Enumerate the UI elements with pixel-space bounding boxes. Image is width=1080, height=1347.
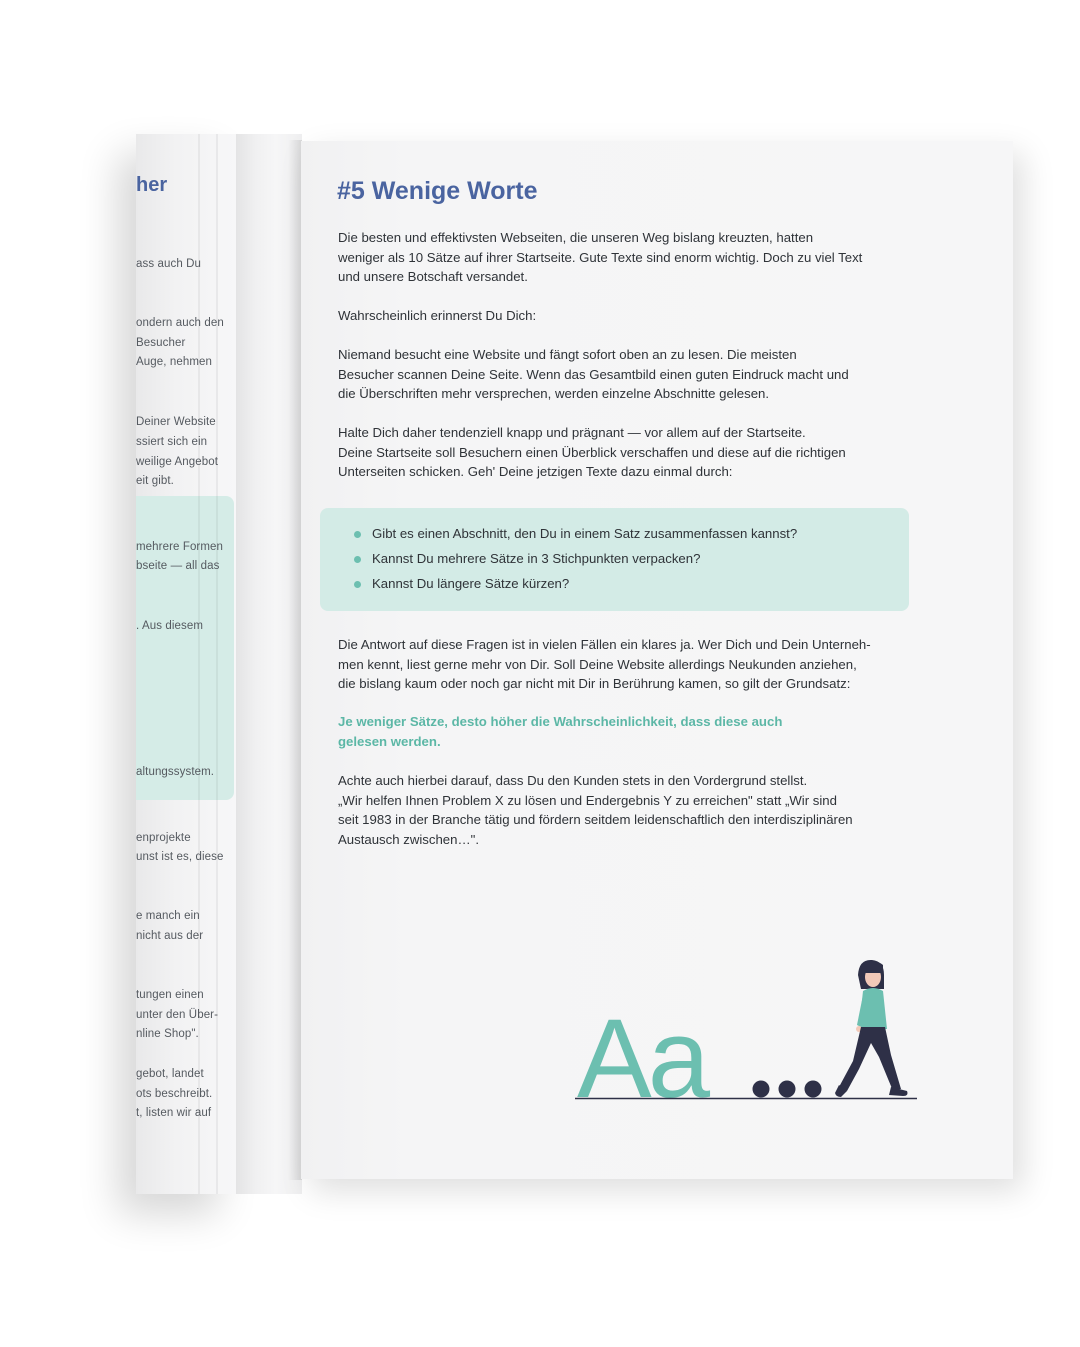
text-line: Halte Dich daher tendenziell knapp und prägnant — vor allem auf der Startseite. (338, 425, 806, 440)
back-page-line: ondern auch den (136, 317, 224, 329)
back-page-line: Besucher (136, 337, 186, 349)
text-line: men kennt, liest gerne mehr von Dir. Soll Deine Website allerdings Neukunden anziehen, (338, 656, 857, 672)
page-title: #5 Wenige Worte (337, 177, 538, 205)
back-page-line: Deiner Website (136, 416, 216, 428)
back-page-line: unter den Über- (136, 1009, 219, 1021)
text-line: Austausch zwischen…". (338, 831, 480, 847)
concise-paragraph (338, 423, 908, 482)
text-line: Je weniger Sätze, desto höher die Wahrscheinlichkeit, dass diese auch (338, 714, 783, 729)
principle-statement (338, 712, 908, 751)
back-page-line: altungssystem. (136, 766, 215, 778)
text-line: und unsere Botschaft versandet. (338, 269, 528, 284)
bullet-dot-icon (354, 531, 361, 538)
customer-paragraph (338, 771, 908, 849)
text-line: seit 1983 in der Branche tätig und fördern seitdem leidenschaftlich den interdisziplinären (338, 812, 853, 827)
text-line: Unterseiten schicken. Geh' Deine jetzigen Texte dazu einmal durch: (338, 464, 733, 479)
text-line: gelesen werden. (338, 733, 441, 749)
text-line: weniger als 10 Sätze auf ihrer Startseite. Gute Texte sind enorm wichtig. Doch zu viel Text (338, 249, 863, 265)
back-page-line: nline Shop". (136, 1028, 199, 1040)
answer-paragraph (338, 635, 908, 694)
back-page-line: unst ist es, diese (136, 851, 224, 863)
back-page-line: e manch ein (136, 910, 200, 922)
back-page (136, 134, 236, 1194)
back-page-line: weilige Angebot (136, 456, 219, 468)
text-line: „Wir helfen Ihnen Problem X zu lösen und Endergebnis Y zu erreichen" statt „Wir sind (338, 792, 837, 808)
questions-list (354, 524, 797, 599)
back-page-line: gebot, landet (136, 1068, 204, 1080)
list-item: Kannst Du längere Sätze kürzen? (354, 574, 797, 599)
back-page-line: ssiert sich ein (136, 436, 208, 448)
text-line: Achte auch hierbei darauf, dass Du den Kunden stets in den Vordergrund stellst. (338, 773, 808, 788)
back-page-line: Auge, nehmen (136, 356, 213, 368)
questions-box (320, 508, 909, 611)
back-page-line: . Aus diesem (136, 620, 204, 632)
list-item: Gibt es einen Abschnitt, den Du in einem Satz zusammenfassen kannst? (354, 524, 797, 549)
woman-figure-icon (835, 960, 908, 1097)
back-page-title: her (136, 174, 168, 196)
text-line: Wahrscheinlich erinnerst Du Dich: (338, 308, 537, 323)
text-line: Deine Startseite soll Besuchern einen Überblick verschaffen und diese auf die richtigen (338, 444, 846, 460)
back-page-line: t, listen wir auf (136, 1107, 212, 1119)
ellipsis-dot-icon (805, 1081, 822, 1098)
scan-paragraph (338, 345, 908, 404)
spine-shadow (288, 140, 302, 1180)
text-line: Die besten und effektivsten Webseiten, die unseren Weg bislang kreuzten, hatten (338, 230, 814, 245)
back-page-line: enprojekte (136, 832, 191, 844)
list-item: Kannst Du mehrere Sätze in 3 Stichpunkten verpacken? (354, 549, 797, 574)
text-line: die bislang kaum oder noch gar nicht mit Dir in Berührung kamen, so gilt der Grundsatz: (338, 676, 851, 691)
front-page (301, 141, 1013, 1179)
back-page-line: tungen einen (136, 989, 204, 1001)
back-page-line: ass auch Du (136, 258, 202, 270)
text-line: die Überschriften mehr versprechen, werden einzelne Abschnitte gelesen. (338, 386, 770, 401)
back-page-line: ots beschreibt. (136, 1088, 213, 1100)
walking-woman-illustration (571, 951, 931, 1111)
intro-paragraph (338, 228, 908, 287)
text-line: Niemand besucht eine Website und fängt sofort oben an zu lesen. Die meisten (338, 347, 797, 362)
back-page-line: eit gibt. (136, 475, 174, 487)
text-line: Die Antwort auf diese Fragen ist in vielen Fällen ein klares ja. Wer Dich und Dein Unterneh- (338, 637, 871, 652)
ellipsis-dot-icon (753, 1081, 770, 1098)
back-page-line: bseite — all das (136, 560, 220, 572)
text-line: Besucher scannen Deine Seite. Wenn das Gesamtbild einen guten Eindruck macht und (338, 366, 849, 382)
bullet-dot-icon (354, 556, 361, 563)
back-page-line: mehrere Formen (136, 541, 224, 553)
bullet-dot-icon (354, 581, 361, 588)
back-page-line: nicht aus der (136, 930, 204, 942)
remember-paragraph (338, 306, 908, 326)
illustration-letters: Aa (577, 996, 706, 1111)
ellipsis-dot-icon (779, 1081, 796, 1098)
